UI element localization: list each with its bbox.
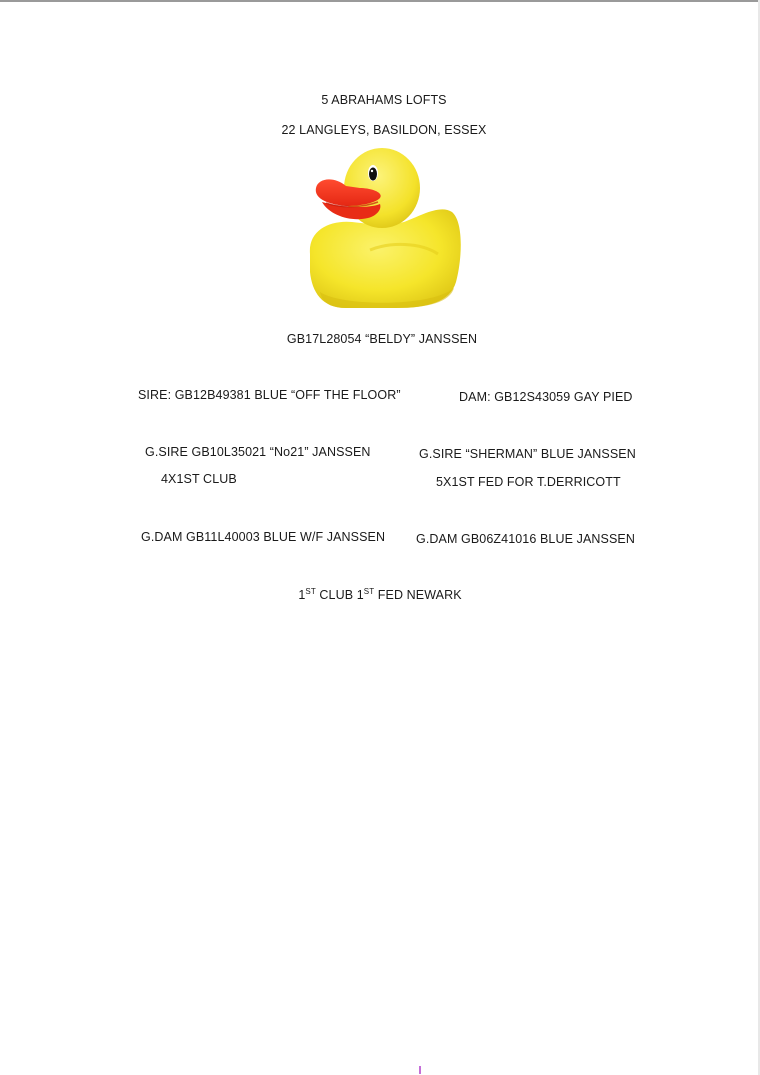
- sire-grandsire: G.SIRE GB10L35021 “No21” JANSSEN: [145, 445, 371, 459]
- achievement-club-word: CLUB: [319, 588, 354, 602]
- loft-name: 5 ABRAHAMS LOFTS: [321, 93, 447, 107]
- dam: DAM: GB12S43059 GAY PIED: [459, 390, 633, 404]
- achievement-club-sup: ST: [305, 587, 316, 596]
- achievement-fed-num: 1: [356, 588, 364, 602]
- achievement: [298, 587, 461, 603]
- achievement-fed-sup: ST: [363, 587, 375, 596]
- achievement-club-num: 1: [298, 588, 306, 602]
- loft-address: 22 LANGLEYS, BASILDON, ESSEX: [281, 123, 487, 137]
- sire-granddam: G.DAM GB11L40003 BLUE W/F JANSSEN: [141, 530, 386, 544]
- rubber-duck-icon: [300, 142, 465, 312]
- bird-name: GB17L28054 “BELDY” JANSSEN: [286, 332, 478, 346]
- scan-mark: [419, 1066, 421, 1074]
- sire-grandsire-note: 4X1ST CLUB: [161, 472, 237, 486]
- dam-granddam: G.DAM GB06Z41016 BLUE JANSSEN: [416, 532, 635, 546]
- dam-grandsire-note: 5X1ST FED FOR T.DERRICOTT: [436, 475, 621, 489]
- scan-edge: [0, 0, 760, 2]
- sire: SIRE: GB12B49381 BLUE “OFF THE FLOOR”: [138, 388, 401, 402]
- dam-grandsire: G.SIRE “SHERMAN” BLUE JANSSEN: [419, 447, 636, 461]
- achievement-fed-rest: FED NEWARK: [377, 588, 462, 602]
